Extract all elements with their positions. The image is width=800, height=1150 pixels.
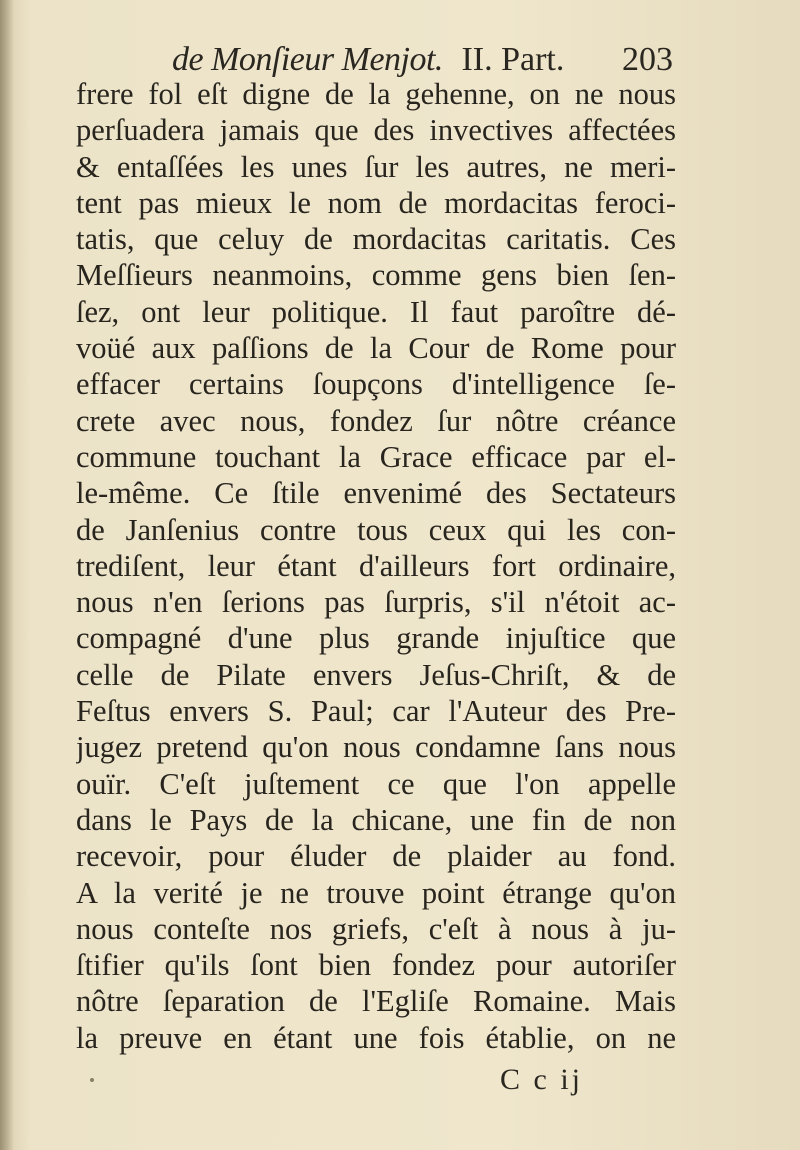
text-line: voüé aux paſſions de la Cour de Rome pour xyxy=(76,331,676,366)
text-line: Feſtus envers S. Paul; car l'Auteur des Pre- xyxy=(76,694,676,729)
text-line: crete avec nous, fondez ſur nôtre créance xyxy=(76,403,676,438)
running-head-title: de Monſieur Menjot. xyxy=(172,41,443,78)
text-line: celle de Pilate envers Jeſus-Chriſt, & de xyxy=(76,657,676,692)
text-line: nous n'en ſerions pas ſurpris, s'il n'étoit ac- xyxy=(76,585,676,620)
page-number: 203 xyxy=(622,41,673,78)
text-line: nôtre ſeparation de l'Egliſe Romaine. Mais xyxy=(76,984,676,1019)
text-line: recevoir, pour éluder de plaider au fond. xyxy=(76,839,676,874)
text-line: ſez, ont leur politique. Il faut paroître dé- xyxy=(76,294,676,329)
text-line: effacer certains ſoupçons d'intelligence ſe- xyxy=(76,367,676,402)
text-line: jugez pretend qu'on nous condamne ſans nous xyxy=(76,730,676,765)
text-line: & entaſſées les unes ſur les autres, ne meri- xyxy=(76,149,676,184)
text-line: ouïr. C'eſt juſtement ce que l'on appelle xyxy=(76,766,676,801)
signature-mark: C c ij xyxy=(500,1063,583,1096)
text-line: le-même. Ce ſtile envenimé des Sectateurs xyxy=(76,476,676,511)
text-line: nous conteſte nos griefs, c'eſt à nous à ju- xyxy=(76,911,676,946)
body-text xyxy=(76,76,676,1056)
text-line: commune touchant la Grace efficace par el- xyxy=(76,439,676,474)
text-line: ſtifier qu'ils ſont bien fondez pour autoriſer xyxy=(76,948,676,983)
text-line: dans le Pays de la chicane, une fin de non xyxy=(76,802,676,837)
text-line: perſuadera jamais que des invectives affectées xyxy=(76,113,676,148)
text-line: Meſſieurs neanmoins, comme gens bien ſen- xyxy=(76,258,676,293)
running-head-part: II. Part. xyxy=(461,41,565,78)
binding-gutter-shadow xyxy=(0,0,14,1150)
text-line: frere fol eſt digne de la gehenne, on ne nous xyxy=(76,77,676,111)
text-line: tent pas mieux le nom de mordacitas feroci- xyxy=(76,185,676,220)
text-line: la preuve en étant une fois établie, on ne xyxy=(76,1020,676,1055)
text-line: tatis, que celuy de mordacitas caritatis. Ces xyxy=(76,222,676,257)
ink-speck xyxy=(90,1078,94,1082)
text-line: trediſent, leur étant d'ailleurs fort ordinaire, xyxy=(76,548,676,583)
text-line: A la verité je ne trouve point étrange qu'on xyxy=(76,875,676,910)
text-line: compagné d'une plus grande injuſtice que xyxy=(76,621,676,656)
text-line: de Janſenius contre tous ceux qui les con- xyxy=(76,512,676,547)
